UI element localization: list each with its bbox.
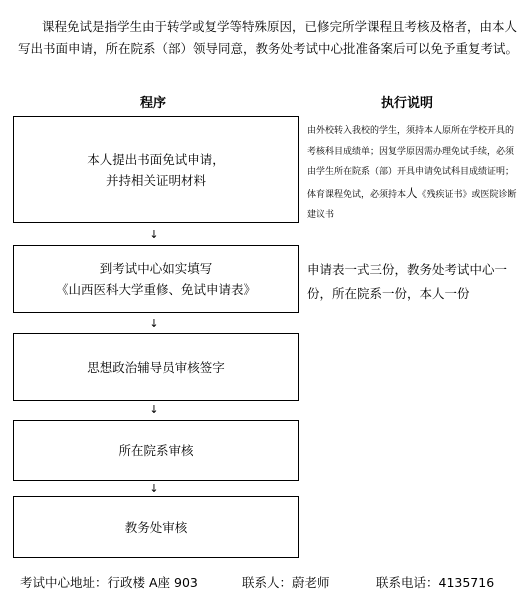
step-text-line: 到考试中心如实填写 — [99, 261, 213, 276]
down-arrow-icon: ↓ — [149, 317, 159, 330]
step-department-review — [13, 420, 299, 481]
down-arrow-icon: ↓ — [149, 482, 159, 495]
down-arrow-icon: ↓ — [149, 228, 159, 241]
step-fill-form — [13, 245, 299, 313]
note-text: 由外校转入我校的学生，须持本人原所在学校开具的考核科目成绩单；因复学原因需办理免试手续，必须由学生所在院系（部）开具申请免试科目成绩证明；体育课程免试，必须持本 — [307, 126, 515, 200]
step-text-line: 并持相关证明材料 — [105, 172, 206, 188]
down-arrow-icon: ↓ — [149, 403, 159, 416]
step-text-line: 《山西医科大学重修、免试申请表》 — [55, 282, 256, 297]
note-form-copies: 申请表一式三份，教务处考试中心一份，所在院系一份，本人一份 — [307, 262, 508, 301]
footer-address: 考试中心地址：行政楼 A座 903 — [20, 575, 198, 590]
step-submit-application — [13, 116, 299, 223]
step-text-line: 所在院系审核 — [118, 443, 194, 458]
note-transfer-students — [307, 121, 521, 226]
intro-paragraph: 课程免试是指学生由于转学或复学等特殊原因，已修完所学课程且考核及格者，由本人写出书面申请，所在院系（部）领导同意，教务处考试中心批准备案后可以免予重复考试。 — [18, 19, 519, 56]
footer-phone: 联系电话：4135716 — [376, 575, 495, 590]
step-text-line: 思想政治辅导员审核签字 — [87, 359, 225, 375]
note-text: 人 — [406, 185, 418, 200]
note-text: 《残疾证书》或医院诊断建议书 — [307, 189, 517, 220]
footer — [20, 573, 520, 593]
step-counselor-review — [13, 333, 299, 401]
step-text-line: 教务处审核 — [124, 519, 188, 535]
procedure-header: 程序 — [140, 96, 167, 111]
footer-contact: 联系人：蔚老师 — [242, 575, 330, 590]
step-text-line: 本人提出书面免试申请， — [87, 151, 225, 167]
step-academic-affairs-review — [13, 496, 299, 558]
notes-header: 执行说明 — [381, 96, 434, 111]
